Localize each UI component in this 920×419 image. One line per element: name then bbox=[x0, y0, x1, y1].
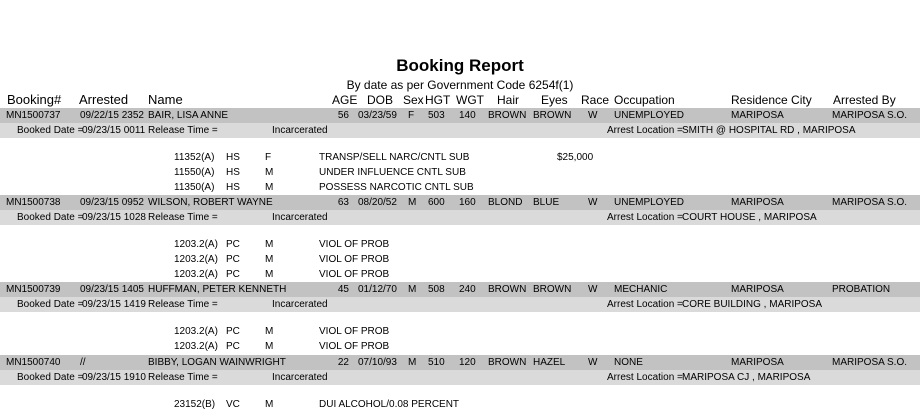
charge-type: HS bbox=[226, 182, 240, 193]
age-value: 63 bbox=[337, 197, 349, 208]
person-name: BAIR, LISA ANNE bbox=[148, 110, 229, 121]
col-sex: Sex bbox=[403, 93, 424, 107]
charge-level: M bbox=[265, 239, 274, 250]
booking-summary-row bbox=[0, 355, 920, 370]
charge-bail: $25,000 bbox=[557, 152, 594, 163]
occupation-value: NONE bbox=[614, 357, 643, 368]
col-booking: Booking# bbox=[7, 92, 62, 107]
arrested-datetime: 09/22/15 2352 bbox=[80, 110, 144, 121]
race-value: W bbox=[588, 197, 598, 208]
person-name: HUFFMAN, PETER KENNETH bbox=[148, 284, 287, 295]
arrested-datetime: // bbox=[80, 357, 86, 368]
eyes-value: BROWN bbox=[533, 110, 572, 121]
release-time-label: Release Time = bbox=[148, 299, 218, 310]
booking-number: MN1500737 bbox=[6, 110, 61, 121]
eyes-value: HAZEL bbox=[533, 357, 566, 368]
arrest-location-value: MARIPOSA CJ , MARIPOSA bbox=[682, 372, 811, 383]
col-wgt: WGT bbox=[456, 93, 484, 107]
residence-city-value: MARIPOSA bbox=[731, 284, 784, 295]
sex-value: M bbox=[408, 284, 417, 295]
charge-code: 1203.2(A) bbox=[174, 326, 218, 337]
charge-row bbox=[0, 325, 920, 339]
col-dob: DOB bbox=[367, 93, 394, 107]
height-value: 503 bbox=[428, 110, 445, 121]
charge-level: M bbox=[265, 269, 274, 280]
dob-value: 03/23/59 bbox=[358, 110, 397, 121]
arrested-datetime: 09/23/15 1405 bbox=[80, 284, 144, 295]
person-name: WILSON, ROBERT WAYNE bbox=[148, 197, 273, 208]
weight-value: 140 bbox=[459, 110, 476, 121]
arrested-datetime: 09/23/15 0952 bbox=[80, 197, 144, 208]
report-title: Booking Report bbox=[396, 56, 524, 75]
charge-level: M bbox=[265, 399, 274, 410]
booking-summary-row bbox=[0, 195, 920, 210]
charge-row bbox=[0, 340, 920, 354]
race-value: W bbox=[588, 110, 598, 121]
weight-value: 160 bbox=[459, 197, 476, 208]
hair-value: BROWN bbox=[488, 284, 527, 295]
charge-code: 11350(A) bbox=[174, 182, 215, 193]
dob-value: 01/12/70 bbox=[358, 284, 397, 295]
charge-level: M bbox=[265, 326, 274, 337]
occupation-value: UNEMPLOYED bbox=[614, 197, 685, 208]
col-race: Race bbox=[581, 93, 610, 107]
charge-row bbox=[0, 398, 920, 412]
charge-code: 11550(A) bbox=[174, 167, 215, 178]
charge-description: VIOL OF PROB bbox=[319, 269, 390, 280]
col-hgt: HGT bbox=[425, 93, 451, 107]
charge-row bbox=[0, 151, 920, 165]
col-hair: Hair bbox=[497, 93, 520, 107]
charge-code: 11352(A) bbox=[174, 152, 215, 163]
col-arrested-by: Arrested By bbox=[833, 93, 896, 107]
arrested-by-value: MARIPOSA S.O. bbox=[832, 197, 908, 208]
arrest-location-label: Arrest Location = bbox=[607, 299, 683, 310]
charge-code: 1203.2(A) bbox=[174, 269, 218, 280]
charge-level: M bbox=[265, 167, 274, 178]
col-residence-city: Residence City bbox=[731, 93, 812, 107]
custody-status: Incarcerated bbox=[272, 372, 328, 383]
charge-type: HS bbox=[226, 152, 240, 163]
booking-summary-row bbox=[0, 282, 920, 297]
charge-level: M bbox=[265, 254, 274, 265]
report-subtitle: By date as per Government Code 6254f(1) bbox=[346, 78, 574, 92]
col-age: AGE bbox=[332, 93, 358, 107]
arrested-by-value: PROBATION bbox=[832, 284, 891, 295]
hair-value: BLOND bbox=[488, 197, 523, 208]
race-value: W bbox=[588, 284, 598, 295]
charge-level: F bbox=[265, 152, 272, 163]
height-value: 508 bbox=[428, 284, 445, 295]
arrested-by-value: MARIPOSA S.O. bbox=[832, 110, 908, 121]
col-name: Name bbox=[148, 92, 183, 107]
booked-date-label: Booked Date = bbox=[17, 212, 84, 223]
race-value: W bbox=[588, 357, 598, 368]
residence-city-value: MARIPOSA bbox=[731, 357, 784, 368]
booking-detail-row bbox=[0, 370, 920, 385]
custody-status: Incarcerated bbox=[272, 212, 328, 223]
charge-row bbox=[0, 238, 920, 252]
charge-type: PC bbox=[226, 341, 240, 352]
hair-value: BROWN bbox=[488, 110, 527, 121]
charge-description: UNDER INFLUENCE CNTL SUB bbox=[319, 167, 466, 178]
charge-description: VIOL OF PROB bbox=[319, 254, 390, 265]
booked-date-label: Booked Date = bbox=[17, 125, 84, 136]
release-time-label: Release Time = bbox=[148, 125, 218, 136]
booked-date-value: 09/23/15 1419 bbox=[82, 299, 146, 310]
charge-code: 23152(B) bbox=[174, 399, 216, 410]
sex-value: F bbox=[408, 110, 415, 121]
arrest-location-label: Arrest Location = bbox=[607, 212, 683, 223]
eyes-value: BROWN bbox=[533, 284, 572, 295]
charge-description: VIOL OF PROB bbox=[319, 239, 390, 250]
booked-date-label: Booked Date = bbox=[17, 372, 84, 383]
age-value: 45 bbox=[337, 284, 349, 295]
charge-code: 1203.2(A) bbox=[174, 341, 218, 352]
charge-row bbox=[0, 253, 920, 267]
residence-city-value: MARIPOSA bbox=[731, 197, 784, 208]
charge-description: TRANSP/SELL NARC/CNTL SUB bbox=[319, 152, 470, 163]
arrest-location-label: Arrest Location = bbox=[607, 372, 683, 383]
age-value: 22 bbox=[337, 357, 349, 368]
charge-level: M bbox=[265, 341, 274, 352]
age-value: 56 bbox=[337, 110, 349, 121]
booking-detail-row bbox=[0, 123, 920, 138]
charge-type: PC bbox=[226, 254, 240, 265]
charge-type: PC bbox=[226, 326, 240, 337]
person-name: BIBBY, LOGAN WAINWRIGHT bbox=[148, 357, 286, 368]
charge-row bbox=[0, 268, 920, 282]
sex-value: M bbox=[408, 357, 417, 368]
booking-detail-row bbox=[0, 297, 920, 312]
charge-level: M bbox=[265, 182, 274, 193]
charge-type: VC bbox=[226, 399, 240, 410]
occupation-value: UNEMPLOYED bbox=[614, 110, 685, 121]
booking-detail-row bbox=[0, 210, 920, 225]
height-value: 510 bbox=[428, 357, 445, 368]
release-time-label: Release Time = bbox=[148, 212, 218, 223]
booking-summary-row bbox=[0, 108, 920, 123]
charge-description: POSSESS NARCOTIC CNTL SUB bbox=[319, 182, 474, 193]
residence-city-value: MARIPOSA bbox=[731, 110, 784, 121]
arrest-location-value: CORE BUILDING , MARIPOSA bbox=[682, 299, 823, 310]
booking-number: MN1500739 bbox=[6, 284, 61, 295]
charge-type: PC bbox=[226, 239, 240, 250]
charge-row bbox=[0, 166, 920, 180]
hair-value: BROWN bbox=[488, 357, 527, 368]
weight-value: 120 bbox=[459, 357, 476, 368]
col-occupation: Occupation bbox=[614, 93, 675, 107]
charge-row bbox=[0, 181, 920, 195]
arrest-location-value: COURT HOUSE , MARIPOSA bbox=[682, 212, 817, 223]
booked-date-value: 09/23/15 1028 bbox=[82, 212, 146, 223]
charge-code: 1203.2(A) bbox=[174, 239, 218, 250]
arrest-location-value: SMITH @ HOSPITAL RD , MARIPOSA bbox=[682, 125, 856, 136]
release-time-label: Release Time = bbox=[148, 372, 218, 383]
booking-number: MN1500738 bbox=[6, 197, 61, 208]
booking-number: MN1500740 bbox=[6, 357, 61, 368]
booked-date-value: 09/23/15 1910 bbox=[82, 372, 146, 383]
booked-date-label: Booked Date = bbox=[17, 299, 84, 310]
charge-code: 1203.2(A) bbox=[174, 254, 218, 265]
custody-status: Incarcerated bbox=[272, 299, 328, 310]
col-arrested: Arrested bbox=[79, 92, 129, 107]
booked-date-value: 09/23/15 0011 bbox=[82, 125, 146, 136]
charge-type: PC bbox=[226, 269, 240, 280]
dob-value: 07/10/93 bbox=[358, 357, 397, 368]
dob-value: 08/20/52 bbox=[358, 197, 397, 208]
custody-status: Incarcerated bbox=[272, 125, 328, 136]
eyes-value: BLUE bbox=[533, 197, 560, 208]
charge-description: VIOL OF PROB bbox=[319, 326, 390, 337]
charge-type: HS bbox=[226, 167, 240, 178]
charge-description: VIOL OF PROB bbox=[319, 341, 390, 352]
arrested-by-value: MARIPOSA S.O. bbox=[832, 357, 908, 368]
weight-value: 240 bbox=[459, 284, 476, 295]
arrest-location-label: Arrest Location = bbox=[607, 125, 683, 136]
sex-value: M bbox=[408, 197, 417, 208]
height-value: 600 bbox=[428, 197, 445, 208]
charge-description: DUI ALCOHOL/0.08 PERCENT bbox=[319, 399, 460, 410]
occupation-value: MECHANIC bbox=[614, 284, 668, 295]
col-eyes: Eyes bbox=[541, 93, 568, 107]
